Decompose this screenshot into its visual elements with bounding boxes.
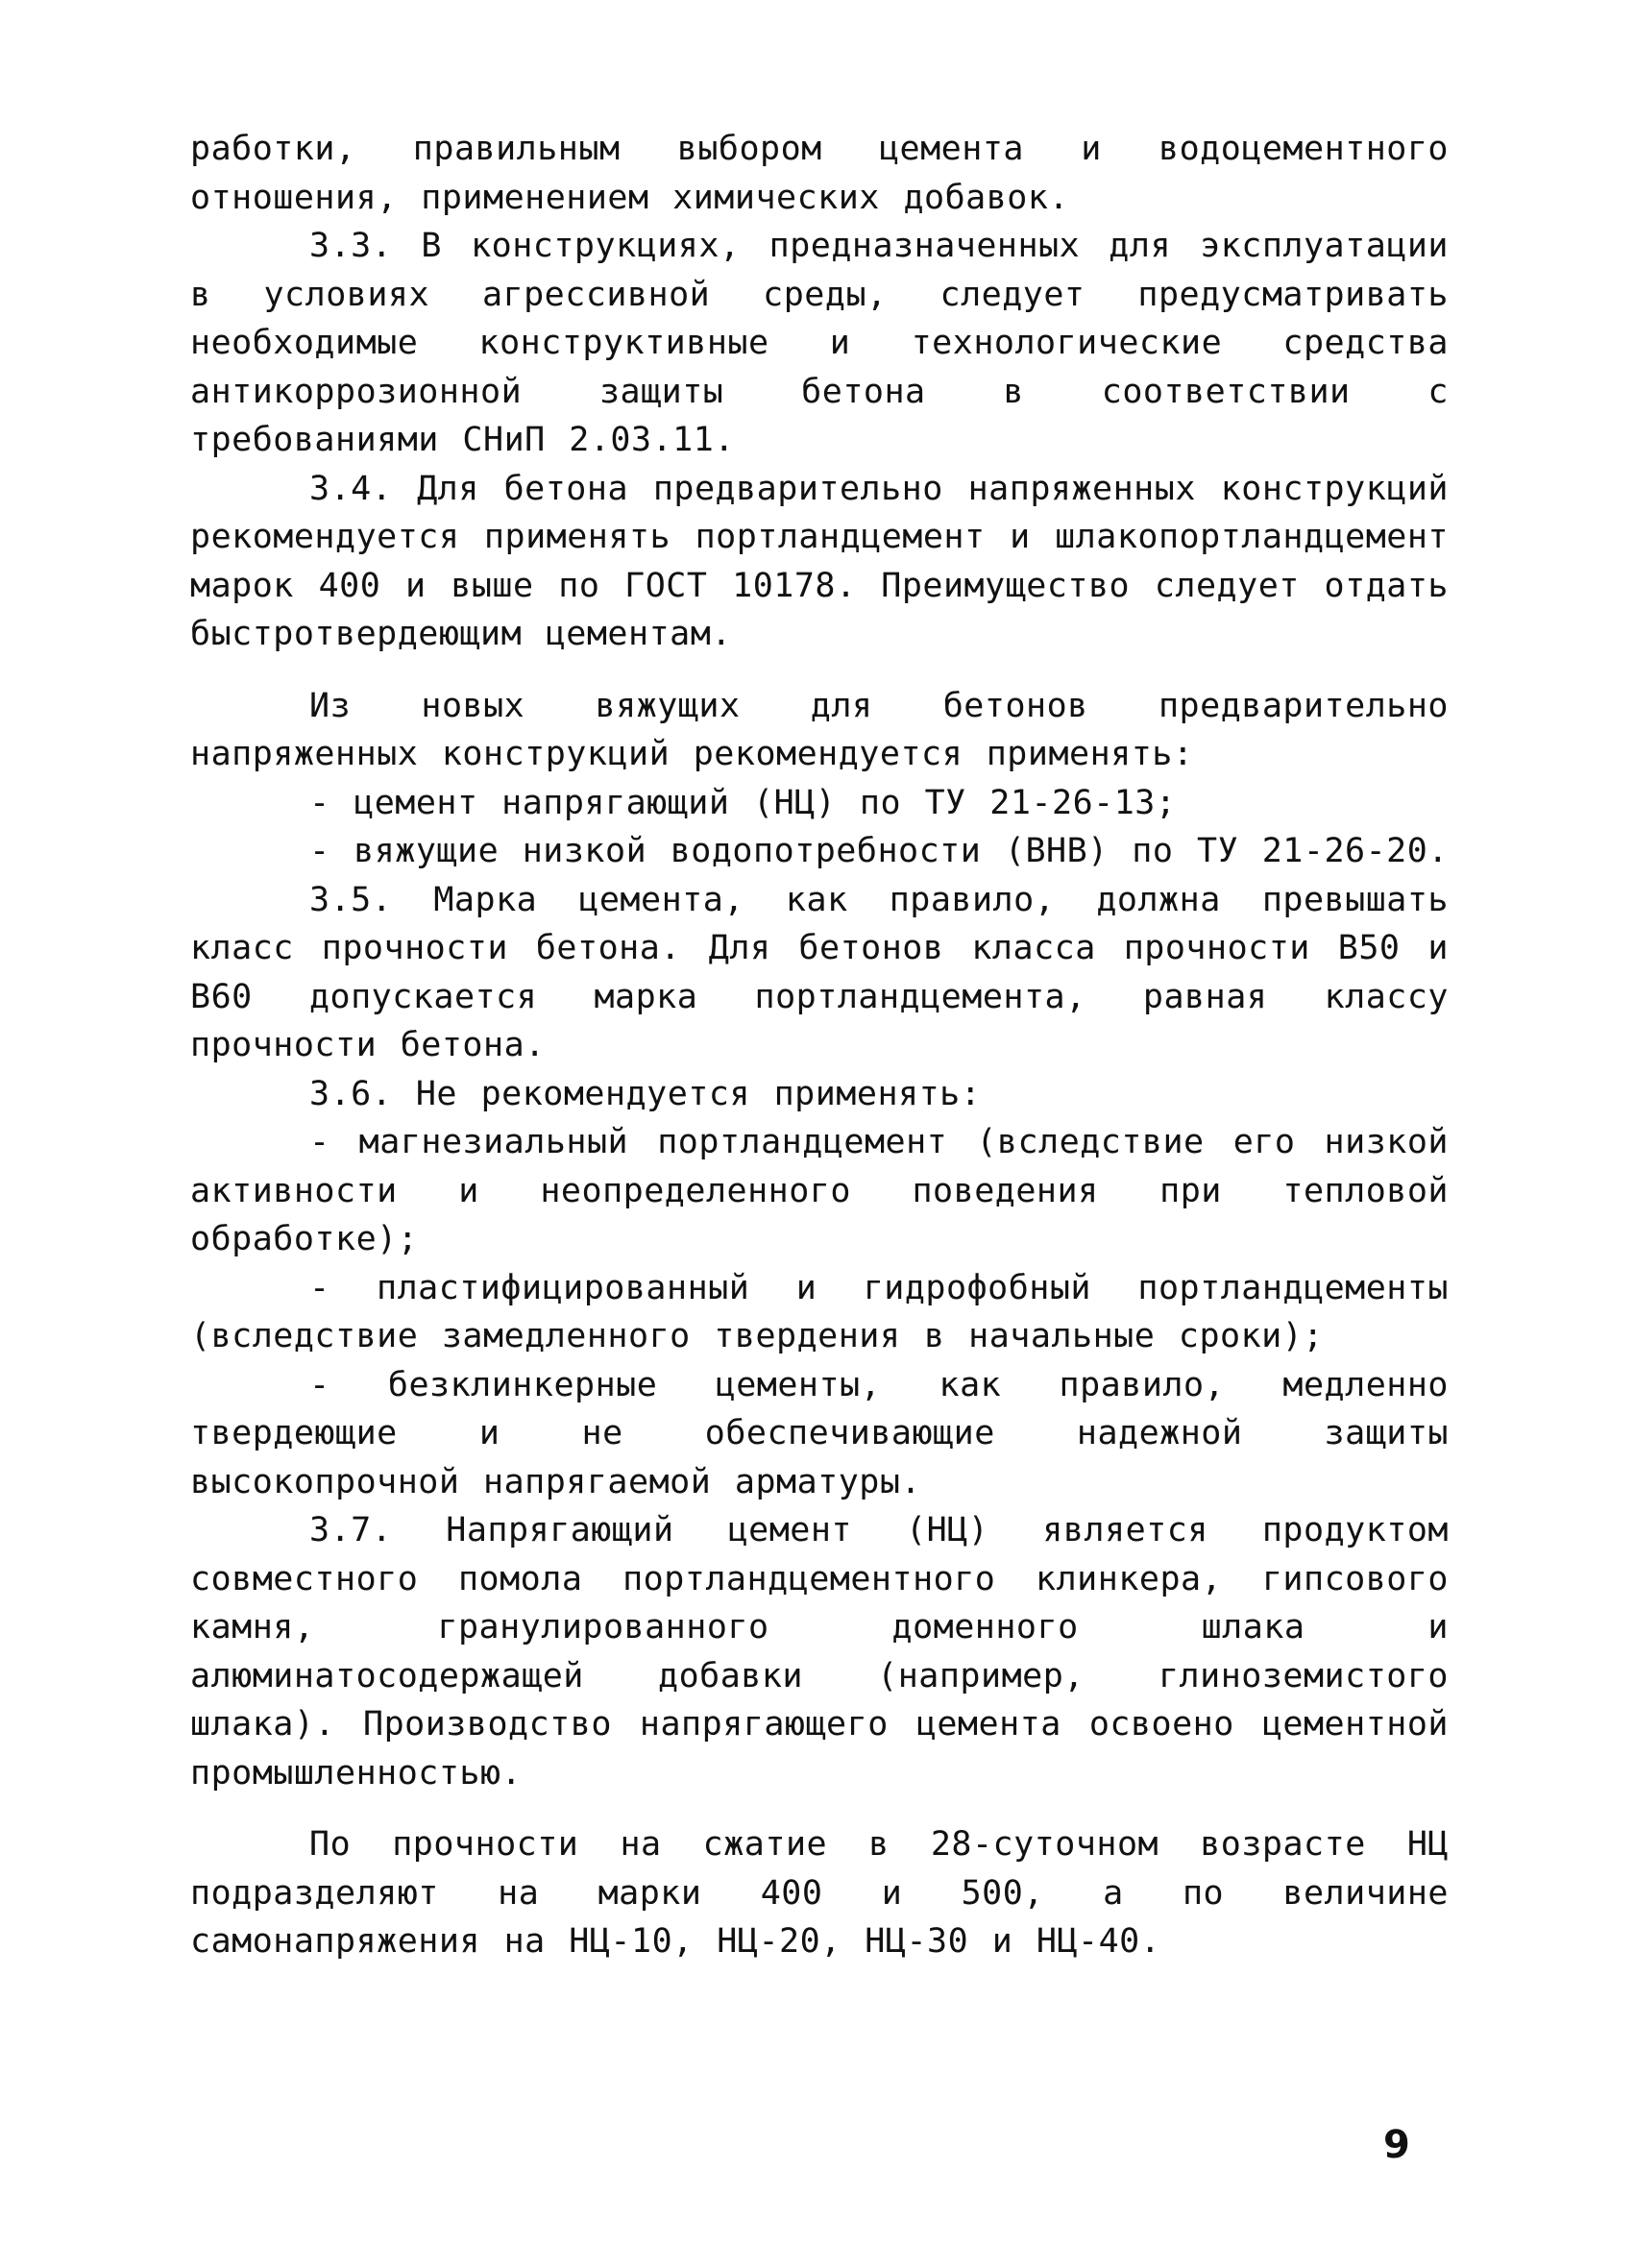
list-item-vnv-binder: - вяжущие низкой водопотребности (ВНВ) по ТУ 21-26-20. (309, 832, 1449, 870)
document-body (190, 125, 1449, 1966)
paragraph-new-binders: Из новых вяжущих для бетонов предварительно напряженных конструкций рекомендуется применять: (190, 686, 1449, 773)
paragraph-3-6: 3.6. Не рекомендуется применять: (309, 1074, 982, 1113)
list-item-clinkerless-cement: - безклинкерные цементы, как правило, медленно твердеющие и не обеспечивающие надежной защиты высокопрочной напрягаемой арматуры. (190, 1365, 1449, 1501)
page-number: 9 (1383, 2123, 1410, 2167)
paragraph-3-3: 3.3. В конструкциях, предназначенных для эксплуатации в условиях агрессивной среды, следует предусматривать необходимые конструктивные и технологические средства антикоррозионной защиты бетона в соответствии с требованиями СНиП 2.03.11. (190, 227, 1449, 459)
paragraph-strength-grades: По прочности на сжатие в 28-суточном возрасте НЦ подразделяют на марки 400 и 500, а по величине самонапряжения на НЦ-10, НЦ-20, НЦ-30 и НЦ-40. (190, 1825, 1449, 1961)
paragraph-3-7: 3.7. Напрягающий цемент (НЦ) является продуктом совместного помола портландцементного клинкера, гипсового камня, гранулированного доменного шлака и алюминатосодержащей добавки (например, глиноземистого шлака). Производство напрягающего цемента освоено цементной промышленностью. (190, 1511, 1449, 1792)
list-item-nc-cement: - цемент напрягающий (НЦ) по ТУ 21-26-13; (309, 783, 1177, 822)
list-item-magnesian-cement: - магнезиальный портландцемент (вследствие его низкой активности и неопределенного поведения при тепловой обработке); (190, 1123, 1449, 1258)
paragraph-3-4: 3.4. Для бетона предварительно напряженных конструкций рекомендуется применять портландцемент и шлакопортландцемент марок 400 и выше по ГОСТ 10178. Преимущество следует отдать быстротвердеющим цементам. (190, 469, 1449, 653)
paragraph-continuation: работки, правильным выбором цемента и водоцементного отношения, применением химических добавок. (190, 130, 1449, 217)
list-item-plasticized-cement: - пластифицированный и гидрофобный портландцементы (вследствие замедленного твердения в начальные сроки); (190, 1268, 1449, 1355)
paragraph-3-5: 3.5. Марка цемента, как правило, должна превышать класс прочности бетона. Для бетонов класса прочности В50 и В60 допускается марка портландцемента, равная классу прочности бетона. (190, 880, 1449, 1064)
